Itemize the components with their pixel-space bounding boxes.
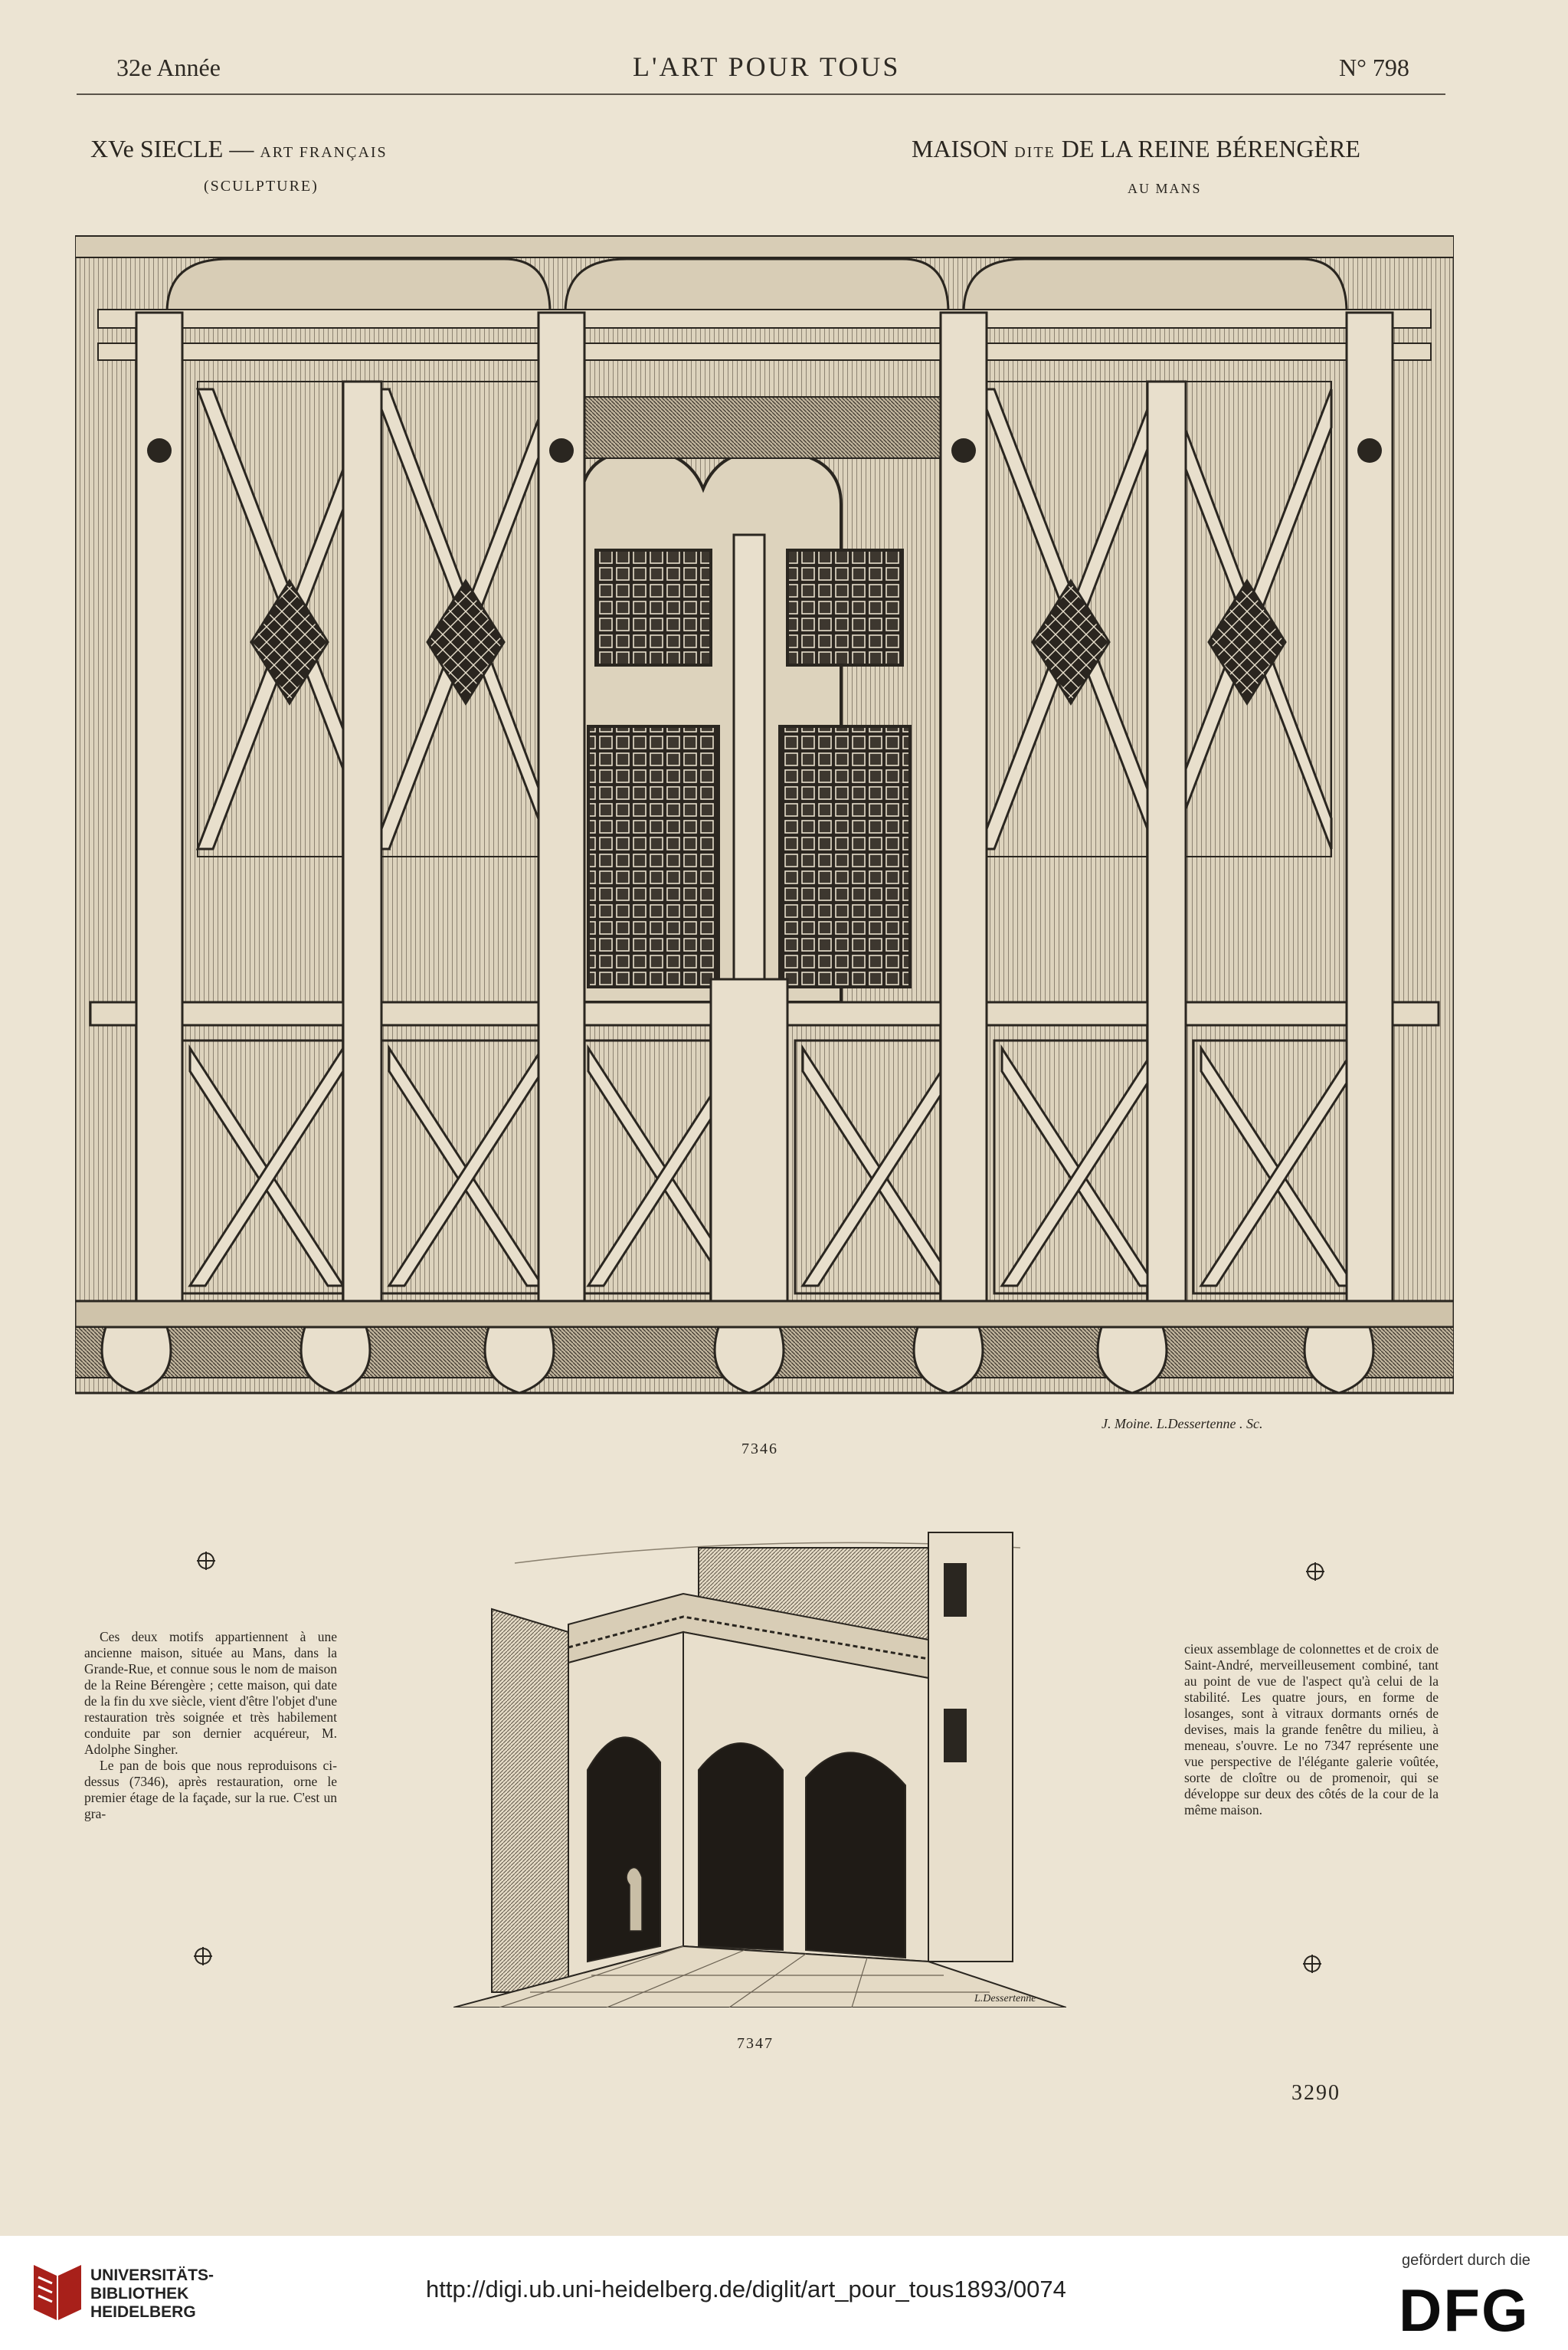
title-au-mans: AU MANS xyxy=(1128,181,1202,196)
paragraph: cieux assemblage de colonnettes et de croix de Saint-André, merveilleusement combiné, tant au point de vue de l'aspect qu'à celui de la stabilité. Les quatre jours, en forme de losanges, sont à vitraux dormants ornés de devises, mais la grande fenêtre du milieu, à meneau, s'ouvre. Le no 7347 représente une vue perspective de l'élégante galerie voûtée, sorte de cloître ou de promenoir, qui se développe sur deux des côtés de la cour de la même maison. xyxy=(1184,1641,1439,1817)
text-column-right xyxy=(1184,1641,1439,1818)
facade-engraving xyxy=(75,228,1454,1431)
permalink-url[interactable]: http://digi.ub.uni-heidelberg.de/diglit/art_pour_tous1893/0074 xyxy=(426,2276,1066,2302)
title-subtitle: (SCULPTURE) xyxy=(204,178,319,195)
ornament-icon xyxy=(1302,1954,1322,1974)
journal-title: L'ART POUR TOUS xyxy=(633,51,901,82)
library-line: UNIVERSITÄTS- xyxy=(90,2266,214,2284)
facade-signature: J. Moine. L.Dessertenne . Sc. xyxy=(1102,1416,1263,1431)
ornament-icon xyxy=(1305,1562,1325,1581)
cloister-signature: L.Dessertenne xyxy=(974,1993,1036,2004)
title-left xyxy=(90,135,388,163)
funding-caption: gefördert durch die xyxy=(1402,2252,1530,2269)
title-art: ART FRANÇAIS xyxy=(260,144,388,161)
library-line: BIBLIOTHEK xyxy=(90,2285,189,2302)
title-century: XVe SIECLE — xyxy=(90,135,254,162)
paragraph: Le pan de bois que nous reproduisons ci-dessus (7346), après restauration, orne le premier étage de la façade, sur la rue. C'est un gra- xyxy=(84,1758,337,1821)
title-right xyxy=(912,135,1360,163)
university-library-logo-icon xyxy=(31,2262,84,2323)
header-rule xyxy=(77,93,1445,95)
library-name xyxy=(90,2266,214,2322)
ornament-icon xyxy=(193,1946,213,1966)
title-reine: DE LA REINE BÉRENGÈRE xyxy=(1061,135,1360,162)
paragraph: Ces deux motifs appartiennent à une ancienne maison, située au Mans, dans la Grande-Rue, et connue sous le nom de maison de la Reine Bérengère ; cette maison, qui date de la fin du xve siècle, vient d'être l'objet d'une restauration très soignée et très habilement conduite par son dernier acquéreur, M. Adolphe Singher. xyxy=(84,1629,337,1757)
text-column-left xyxy=(84,1629,337,1822)
facade-caption: 7346 xyxy=(741,1440,778,1457)
cloister-engraving xyxy=(453,1517,1066,2007)
dfg-logo[interactable]: DFG xyxy=(1399,2276,1530,2344)
library-line: HEIDELBERG xyxy=(90,2303,196,2321)
year-label: 32e Année xyxy=(116,54,221,81)
issue-number: N° 798 xyxy=(1339,54,1409,81)
title-maison: MAISON xyxy=(912,135,1009,162)
page-number: 3290 xyxy=(1291,2081,1340,2105)
title-dite: DITE xyxy=(1014,144,1056,161)
cloister-caption: 7347 xyxy=(737,2035,774,2052)
ornament-icon xyxy=(196,1551,216,1571)
